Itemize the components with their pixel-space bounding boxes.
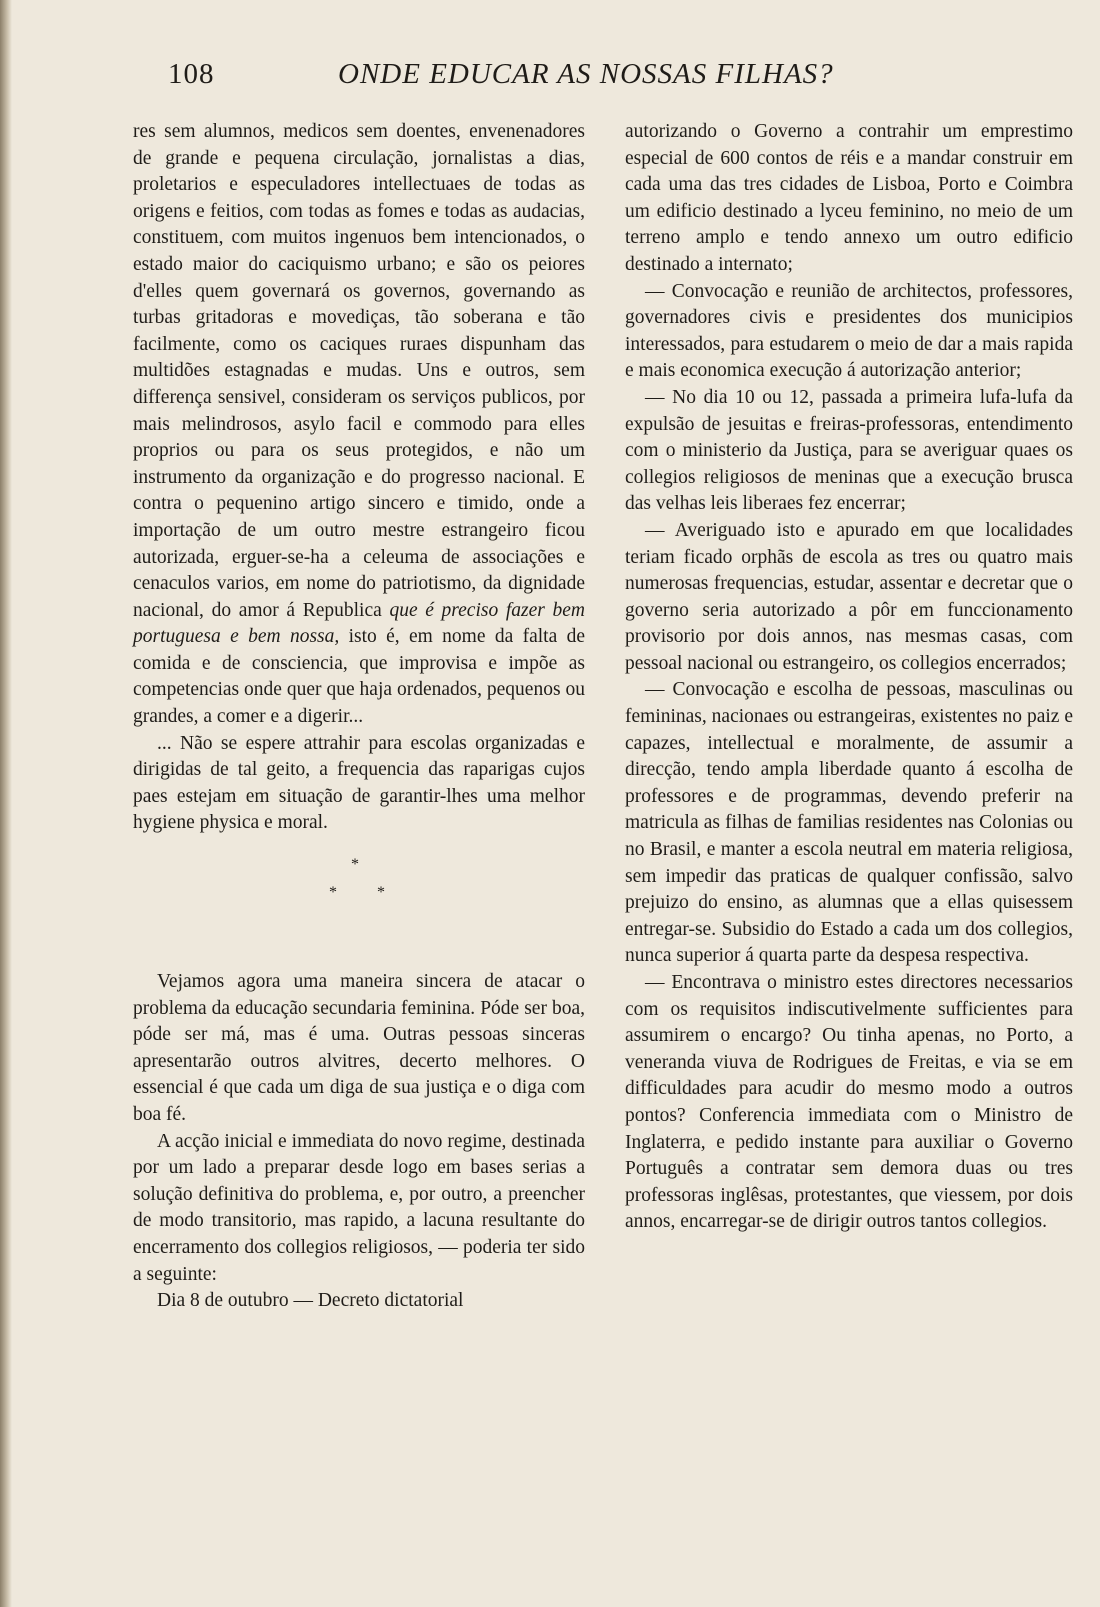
right-column: [625, 119, 1073, 1236]
page-number: 108: [168, 58, 215, 90]
paragraph-text: res sem alumnos, medicos sem doentes, envenenadores de grande e pequena circulação, jornalistas a dias, proletarios e especuladores intellectuaes de todas as origens e feitios, com todas as fomes e todas as audacias, constituem, com muitos ingenuos bem intencionados, o estado maior do caciquismo urbano; e são os peiores d'elles quem governará os governos, governando as turbas gritadoras e movediças, tão soberana e tão facilmente, como os caciques ruraes dispunham das multidões estagnadas e mudas. Uns e outros, sem differença sensivel, consideram os serviços publicos, por mais melindrosos, asylo facil e commodo para elles proprios ou para os seus protegidos, e não um instrumento da organização e do progresso nacional. E contra o pequenino artigo sincero e timido, onde a importação de um outro mestre estrangeiro ficou autorizada, erguer-se-ha a celeuma de associações e cenaculos varios, em nome do patriotismo, da dignidade nacional, do amor á Republica: [133, 121, 585, 621]
paragraph: — Encontrava o ministro estes directores necessarios com os requisitos indiscutivelmente sufficientes para assumirem o encargo? Ou tinha apenas, no Porto, a veneranda viuva de Rodrigues de Freitas, e via se em difficuldades para acudir do mesmo modo a outros pontos? Conferencia immediata com o Ministro de Inglaterra, e pedido instante para auxiliar o Governo Português a contratar sem demora duas ou tres professoras inglêsas, protestantes, que viessem, por dois annos, encarregar-se de dirigir outros tantos collegios.: [625, 972, 1073, 1233]
spacer: [133, 929, 585, 969]
paragraph: [133, 119, 585, 731]
asterisk-ornament: *: [377, 884, 385, 902]
italic-quote: que é preciso fazer bem portuguesa e bem nossa,: [133, 599, 585, 648]
paragraph: autorizando o Governo a contrahir um emprestimo especial de 600 contos de réis e a mandar construir em cada uma das tres cidades de Lisboa, Porto e Coimbra um edificio destinado a lyceu feminino, no meio de um terreno amplo e tendo annexo um outro edificio destinado a internato;: [625, 121, 1073, 275]
left-column: [133, 119, 585, 1315]
paragraph: A acção inicial e immediata do novo regime, destinada por um lado a preparar desde logo em bases serias a solução definitiva do problema, e, por outro, a preencher de modo transitorio, mas rapido, a lacuna resultante do encerramento dos collegios religiosos, — poderia ter sido a seguinte:: [133, 1130, 585, 1285]
paragraph: Dia 8 de outubro — Decreto dictatorial: [157, 1290, 464, 1312]
paragraph: — Convocação e escolha de pessoas, masculinas ou femininas, nacionaes ou estrangeiras, existentes no paiz e capazes, intellectual e moralmente, de assumir a direcção, tendo ampla liberdade quanto á escolha de professores e de programmas, devendo preferir na matricula as filhas de familias residentes nas Colonias ou no Brasil, e manter a escola neutral em materia religiosa, sem impedir das praticas de qualquer confissão, salvo prejuizo do ensino, as alumnas que a ellas quisessem entregar-se. Subsidio do Estado a cada um dos collegios, nunca superior á quarta parte da despesa respectiva.: [625, 679, 1073, 967]
running-head: [0, 58, 1100, 98]
section-break: [133, 837, 585, 929]
running-title: ONDE EDUCAR AS NOSSAS FILHAS?: [338, 58, 834, 90]
page-binding-edge: [0, 0, 12, 1607]
asterisk-ornament: *: [351, 856, 359, 874]
paragraph: — No dia 10 ou 12, passada a primeira lufa-lufa da expulsão de jesuitas e freiras-professoras, entendimento com o ministerio da Justiça, para se averiguar quaes os collegios religiosos de meninas que a execução brusca das velhas leis liberaes fez encerrar;: [625, 386, 1073, 515]
paragraph: — Convocação e reunião de architectos, professores, governadores civis e presidentes dos municipios interessados, para estudarem o meio de dar a mais rapida e mais economica execução á autorização anterior;: [625, 280, 1073, 382]
paragraph: ... Não se espere attrahir para escolas organizadas e dirigidas de tal geito, a frequencia das raparigas cujos paes estejam em situação de garantir-lhes uma melhor hygiene physica e moral.: [133, 732, 585, 834]
paragraph: Vejamos agora uma maneira sincera de atacar o problema da educação secundaria feminina. Póde ser boa, póde ser má, mas é uma. Outras pessoas sinceras apresentarão outros alvitres, decerto melhores. O essencial é que cada um diga de sua justiça e o diga com boa fé.: [133, 971, 585, 1125]
asterisk-ornament: *: [329, 884, 337, 902]
paragraph-text: isto é, em nome da falta de comida e de consciencia, que improvisa e impõe as competencias onde quer que haja ordenados, pequenos ou grandes, a comer e a digerir...: [133, 626, 585, 728]
paragraph: — Averiguado isto e apurado em que localidades teriam ficado orphãs de escola as tres ou quatro mais numerosas frequencias, estudar, assentar e decretar que o governo seria autorizado a pôr em funccionamento provisorio por dois annos, nas mesmas casas, com pessoal nacional ou estrangeiro, os collegios encerrados;: [625, 519, 1073, 674]
